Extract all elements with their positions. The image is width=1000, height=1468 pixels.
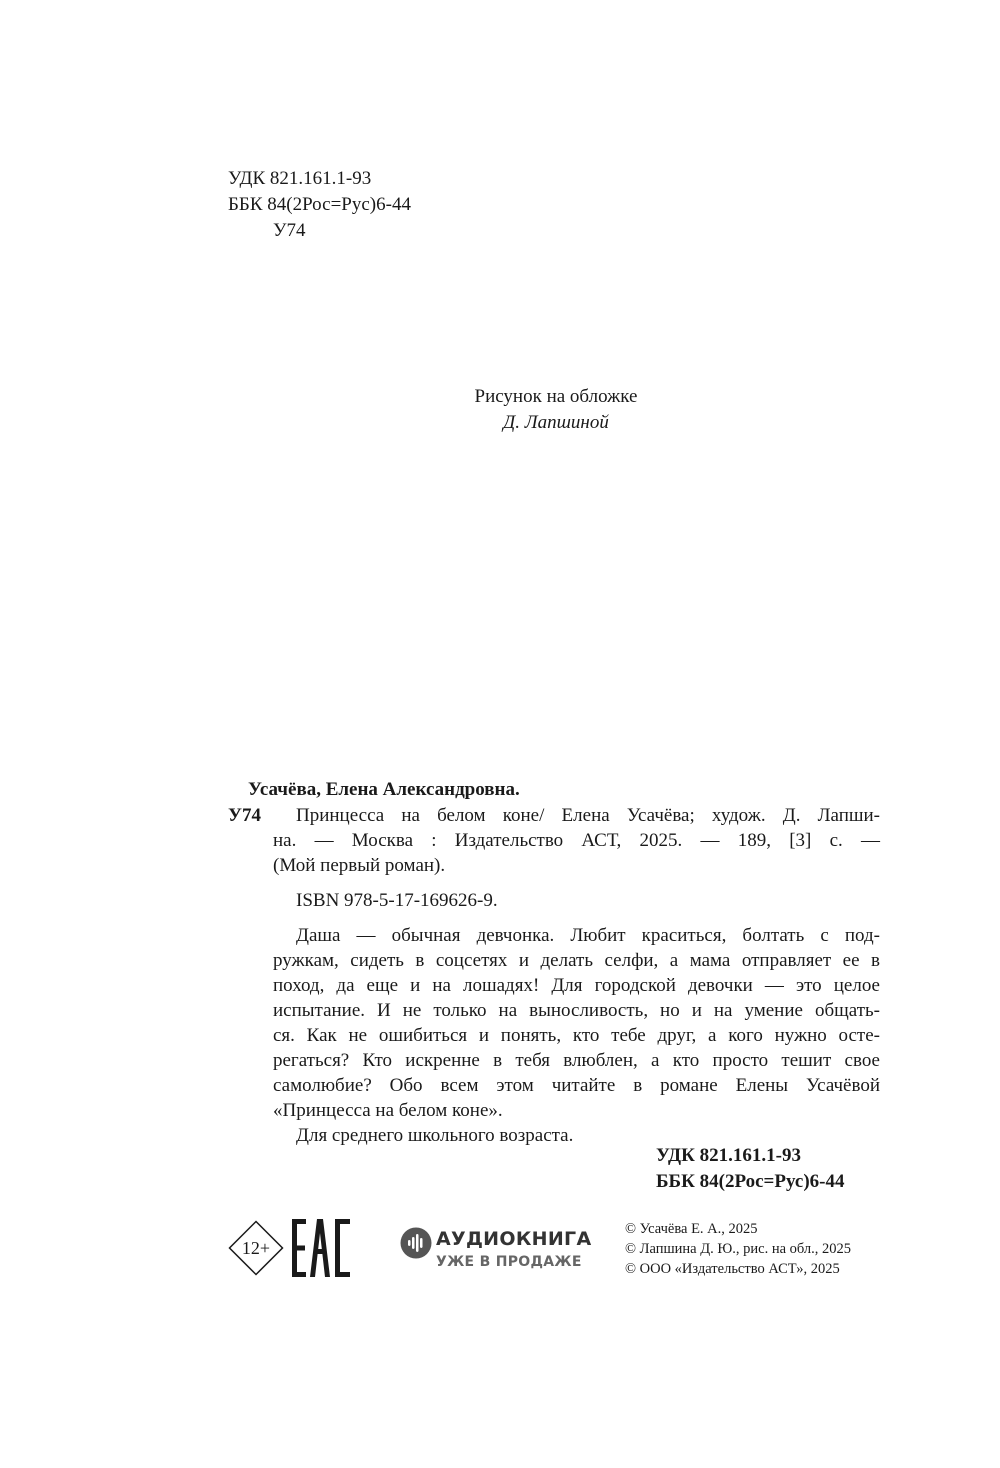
copyright-line: © Усачёва Е. А., 2025 — [625, 1221, 758, 1237]
top-classification-codes — [228, 166, 411, 244]
annotation-line: Даша — обычная девчонка. Любит краситься, болтать с под- — [296, 925, 880, 946]
udk-code-bottom: УДК 821.161.1-93 — [656, 1145, 801, 1166]
isbn: ISBN 978-5-17-169626-9. — [296, 890, 498, 911]
annotation-line: самолюбие? Обо всем этом читайте в романе Елены Усачёвой — [273, 1075, 880, 1096]
annotation-line: испытание. И не только на выносливость, но и на умение общать- — [273, 1000, 880, 1021]
audiobook-sound-icon — [400, 1227, 432, 1259]
bbk-code: ББК 84(2Рос=Рус)6-44 — [228, 194, 411, 215]
udk-code: УДК 821.161.1-93 — [228, 168, 372, 189]
copyright-line: © ООО «Издательство АСТ», 2025 — [625, 1261, 840, 1277]
audiobook-promo — [400, 1225, 590, 1275]
diamond-badge-icon — [228, 1220, 284, 1276]
bottom-classification-codes — [656, 1143, 844, 1195]
card-author-sign: У74 — [228, 805, 261, 826]
annotation-line: поход, да еще и на лошадях! Для городской девочки — это целое — [273, 975, 880, 996]
cover-credit — [456, 384, 656, 436]
annotation-line: ся. Как не ошибиться и понять, кто тебе друг, а кого нужно осте- — [273, 1025, 880, 1046]
eac-conformity-mark-icon — [292, 1219, 350, 1277]
audiobook-title: АУДИОКНИГА — [436, 1228, 592, 1250]
copyright-notices — [625, 1219, 851, 1279]
author-heading: Усачёва, Елена Александровна. — [248, 779, 520, 800]
bibliographic-line: У74 Принцесса на белом коне/ Елена Усачёва; худож. Д. Лапши- — [228, 805, 880, 826]
catalog-card — [228, 777, 880, 1148]
annotation — [228, 923, 880, 1123]
bibliographic-line: (Мой первый роман). — [273, 855, 446, 876]
bbk-code-bottom: ББК 84(2Рос=Рус)6-44 — [656, 1171, 845, 1192]
audiobook-subtitle: УЖЕ В ПРОДАЖЕ — [436, 1254, 582, 1270]
age-rating: 12+ — [241, 1238, 271, 1258]
annotation-line: регаться? Кто искренне в тебя влюблен, а кто просто тешит свое — [273, 1050, 880, 1071]
copyright-line: © Лапшина Д. Ю., рис. на обл., 2025 — [625, 1241, 852, 1257]
bibliographic-line: на. — Москва : Издательство АСТ, 2025. — 189, [3] с. — — [273, 830, 880, 851]
author-sign: У74 — [273, 220, 306, 241]
audience-note: Для среднего школьного возраста. — [296, 1125, 574, 1146]
annotation-line: «Принцесса на белом коне». — [273, 1100, 503, 1121]
annotation-line: ружкам, сидеть в соцсетях и делать селфи, а мама отправляет ее в — [273, 950, 880, 971]
cover-artist: Д. Лапшиной — [503, 412, 609, 433]
cover-credit-label: Рисунок на обложке — [474, 386, 638, 407]
